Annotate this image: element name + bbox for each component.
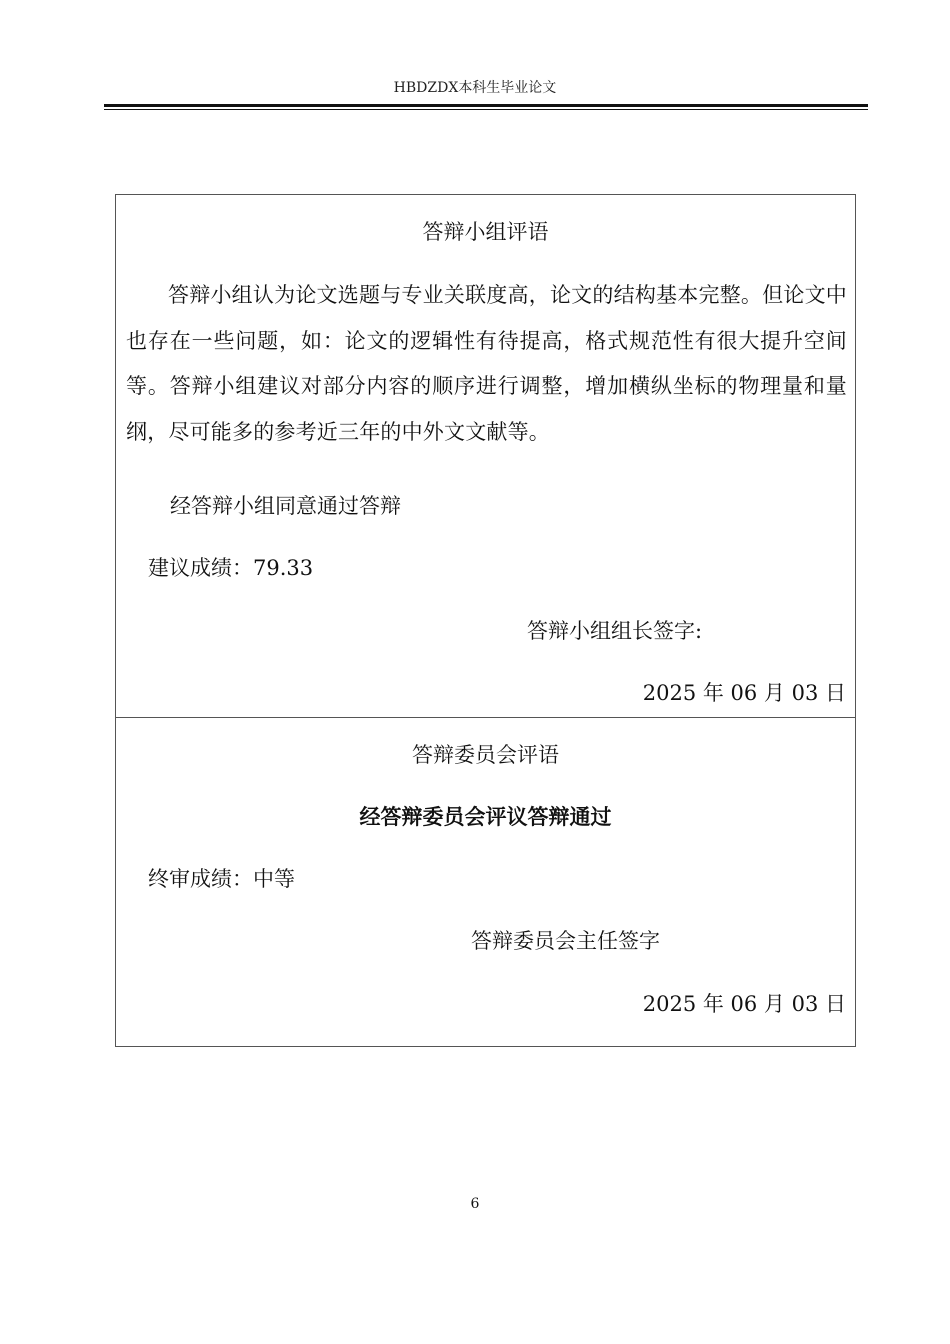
page-number: 6 [470, 1196, 480, 1212]
committee-review-date: 2025 年 06 月 03 日 [642, 992, 846, 1016]
suggested-grade: 建议成绩：79.33 [148, 556, 314, 580]
committee-chair-signature-label: 答辩委员会主任签字 [471, 929, 660, 953]
group-review-date: 2025 年 06 月 03 日 [642, 681, 846, 705]
committee-review-heading: 答辩委员会评语 [412, 743, 559, 767]
page-header-title: HBDZDX本科生毕业论文 [393, 80, 557, 96]
final-grade: 终审成绩：中等 [148, 867, 295, 891]
group-review-conclusion: 经答辩小组同意通过答辩 [170, 494, 401, 518]
committee-review-cell [116, 718, 855, 1046]
group-review-cell [116, 195, 855, 718]
review-table [115, 194, 856, 1047]
committee-decision: 经答辩委员会评议答辩通过 [359, 804, 612, 829]
header-rule-thin [104, 109, 868, 110]
header-rule-thick [104, 104, 868, 107]
group-review-comment: 答辩小组认为论文选题与专业关联度高，论文的结构基本完整。但论文中也存在一些问题，如：论文的逻辑性有待提高，格式规范性有很大提升空间等。答辩小组建议对部分内容的顺序进行调整，增加横纵坐标的物理量和量纲，尽可能多的参考近三年的中外文文献等。 [126, 283, 847, 444]
group-review-heading: 答辩小组评语 [422, 220, 549, 244]
group-leader-signature-label: 答辩小组组长签字: [527, 619, 703, 643]
